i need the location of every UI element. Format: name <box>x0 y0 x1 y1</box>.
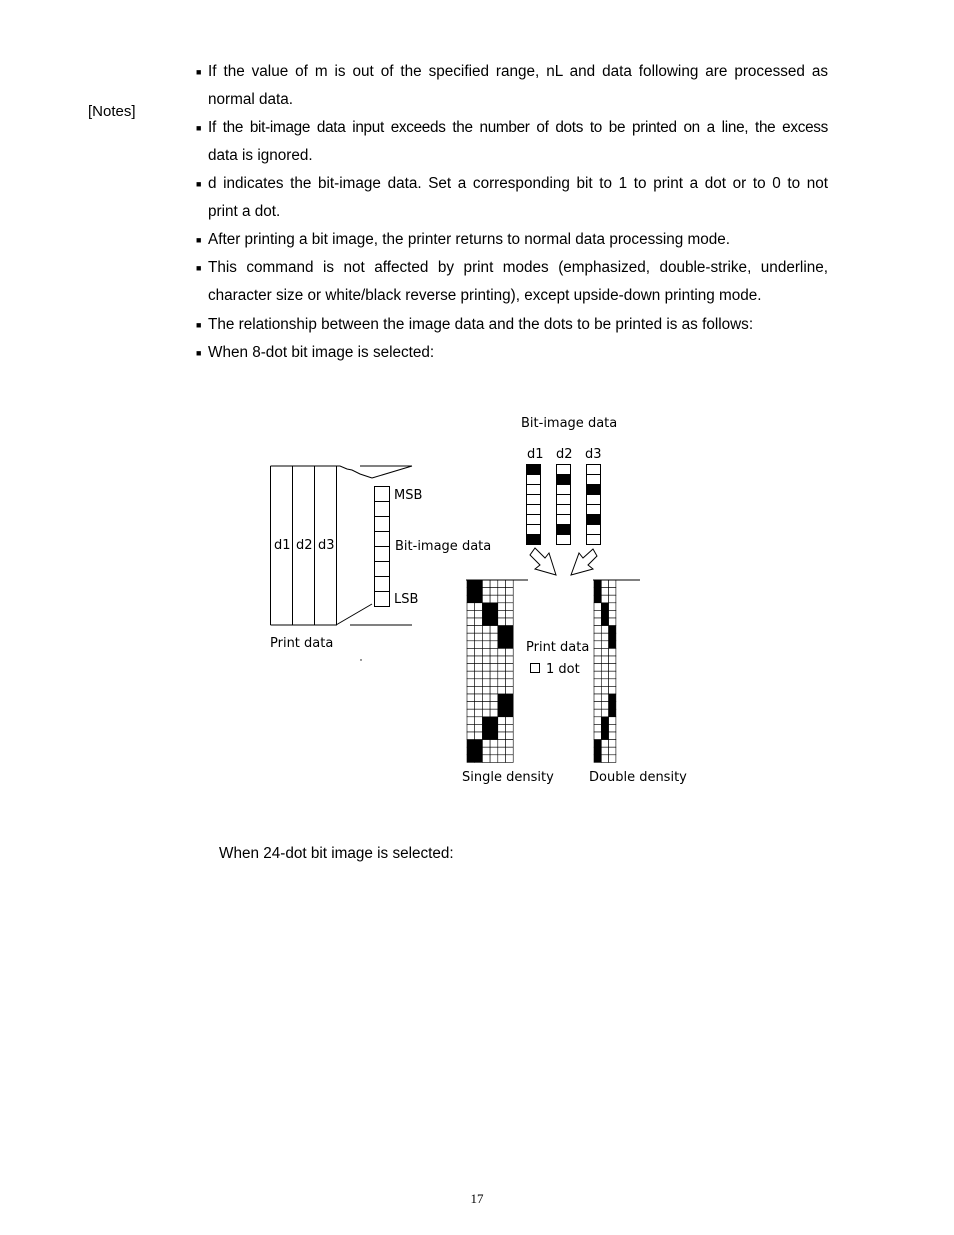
grid-cell <box>475 603 483 611</box>
print-data-legend-label: Print data <box>526 640 590 655</box>
grid-cell <box>498 740 506 748</box>
grid-cell <box>609 679 616 687</box>
grid-cell <box>490 648 498 656</box>
grid-cell <box>594 686 601 694</box>
grid-cell <box>490 694 498 702</box>
bit-data-cell <box>527 495 541 505</box>
grid-cell <box>609 610 616 618</box>
grid-cell <box>594 702 601 710</box>
grid-cell <box>475 648 483 656</box>
bit-cell <box>375 547 390 562</box>
bit-image-data-title: Bit-image data <box>521 416 618 431</box>
grid-cell <box>498 679 506 687</box>
grid-cell <box>498 595 506 603</box>
bit-data-cell <box>587 485 601 495</box>
note-line: d indicates the bit-image data. Set a corresponding bit to 1 to print a dot or to 0 to not <box>208 175 828 192</box>
bit-data-cell <box>557 475 571 485</box>
bit-data-cell <box>587 475 601 485</box>
grid-cell <box>482 679 490 687</box>
grid-cell <box>490 664 498 672</box>
grid-cell <box>498 648 506 656</box>
bit-image-data-label: Bit-image data <box>395 539 492 554</box>
grid-cell <box>482 694 490 702</box>
note-line: If the value of m is out of the specified range, nL and data following are processed as <box>208 63 828 80</box>
grid-cell <box>467 694 475 702</box>
grid-cell <box>506 717 514 725</box>
grid-cell <box>498 618 506 626</box>
note-line: print a dot. <box>208 203 281 220</box>
grid-cell <box>594 679 601 687</box>
grid-cell <box>482 702 490 710</box>
bit-data-cell <box>557 485 571 495</box>
grid-cell <box>506 648 514 656</box>
bit-data-cell <box>557 525 571 535</box>
grid-cell <box>609 671 616 679</box>
grid-cell <box>498 747 506 755</box>
grid-cell <box>482 664 490 672</box>
grid-cell <box>601 747 608 755</box>
grid-cell <box>490 656 498 664</box>
grid-cell <box>601 648 608 656</box>
grid-cell <box>490 755 498 763</box>
grid-cell <box>609 732 616 740</box>
grid-cell <box>498 603 506 611</box>
grid-cell <box>506 603 514 611</box>
arrow-down-right-icon <box>530 548 556 575</box>
grid-cell <box>482 641 490 649</box>
bit-data-cell <box>557 495 571 505</box>
grid-cell <box>498 671 506 679</box>
grid-cell <box>609 648 616 656</box>
grid-cell <box>601 686 608 694</box>
filled-dot-block <box>467 580 482 603</box>
bullet-square-icon: ■ <box>196 348 202 358</box>
grid-cell <box>498 755 506 763</box>
filled-dot-block <box>609 626 616 649</box>
grid-cell <box>594 626 601 634</box>
grid-cell <box>594 603 601 611</box>
grid-cell <box>467 664 475 672</box>
bit-col-label-d3: d3 <box>585 447 602 462</box>
grid-cell <box>490 588 498 596</box>
grid-cell <box>601 588 608 596</box>
grid-cell <box>601 694 608 702</box>
grid-cell <box>482 588 490 596</box>
grid-cell <box>594 709 601 717</box>
grid-cell <box>475 671 483 679</box>
grid-cell <box>482 633 490 641</box>
filled-dot-block <box>498 626 513 649</box>
grid-cell <box>609 755 616 763</box>
grid-cell <box>609 595 616 603</box>
grid-cell <box>475 724 483 732</box>
grid-cell <box>467 603 475 611</box>
bit-data-cell <box>527 525 541 535</box>
bit-data-cell <box>557 465 571 475</box>
grid-cell <box>475 694 483 702</box>
grid-cell <box>594 618 601 626</box>
grid-cell <box>482 580 490 588</box>
grid-cell <box>467 618 475 626</box>
grid-cell <box>594 724 601 732</box>
filled-dot-block <box>498 694 513 717</box>
grid-cell <box>490 686 498 694</box>
bullet-square-icon: ■ <box>196 67 202 77</box>
lsb-label: LSB <box>394 592 419 607</box>
grid-cell <box>601 702 608 710</box>
note-line: This command is not affected by print modes (emphasized, double-strike, underline, <box>208 259 828 276</box>
print-data-col-d3: d3 <box>318 538 335 553</box>
grid-cell <box>490 626 498 634</box>
grid-cell <box>601 664 608 672</box>
grid-cell <box>506 580 514 588</box>
grid-cell <box>594 732 601 740</box>
grid-cell <box>467 633 475 641</box>
grid-cell <box>601 755 608 763</box>
grid-cell <box>601 679 608 687</box>
grid-cell <box>467 686 475 694</box>
bullet-square-icon: ■ <box>196 320 202 330</box>
grid-cell <box>490 595 498 603</box>
grid-cell <box>475 610 483 618</box>
grid-cell <box>482 656 490 664</box>
filled-dot-block <box>601 717 608 740</box>
grid-cell <box>506 664 514 672</box>
grid-cell <box>594 610 601 618</box>
grid-cell <box>506 747 514 755</box>
grid-cell <box>498 686 506 694</box>
bit-data-cell <box>527 485 541 495</box>
grid-cell <box>490 740 498 748</box>
grid-cell <box>475 626 483 634</box>
grid-cell <box>498 610 506 618</box>
grid-cell <box>506 656 514 664</box>
grid-cell <box>594 648 601 656</box>
grid-cell <box>601 595 608 603</box>
grid-cell <box>498 656 506 664</box>
grid-cell <box>601 641 608 649</box>
grid-cell <box>594 641 601 649</box>
grid-cell <box>609 580 616 588</box>
note-line: data is ignored. <box>208 147 313 164</box>
grid-cell <box>490 709 498 717</box>
filled-dot-block <box>482 603 497 626</box>
grid-cell <box>609 664 616 672</box>
bit-cell <box>375 502 390 517</box>
grid-cell <box>490 641 498 649</box>
grid-cell <box>594 671 601 679</box>
bullet-square-icon: ■ <box>196 235 202 245</box>
grid-cell <box>475 633 483 641</box>
grid-cell <box>475 656 483 664</box>
print-data-col-d1: d1 <box>274 538 291 553</box>
bit-cell <box>375 532 390 547</box>
grid-cell <box>609 740 616 748</box>
filled-dot-block <box>482 717 497 740</box>
grid-cell <box>609 603 616 611</box>
grid-cell <box>475 702 483 710</box>
single-density-grid <box>467 580 513 762</box>
bit-cell <box>375 487 390 502</box>
stray-dot <box>360 659 361 660</box>
bit-cell <box>375 592 390 607</box>
grid-cell <box>482 648 490 656</box>
grid-cell <box>506 732 514 740</box>
grid-cell <box>482 671 490 679</box>
print-data-col-d2: d2 <box>296 538 313 553</box>
bit-col-label-d2: d2 <box>556 447 573 462</box>
grid-cell <box>482 595 490 603</box>
grid-cell <box>467 648 475 656</box>
grid-cell <box>482 686 490 694</box>
bit-data-cell <box>587 515 601 525</box>
grid-cell <box>467 679 475 687</box>
bit-data-cell <box>527 465 541 475</box>
grid-cell <box>482 740 490 748</box>
bit-data-cell <box>527 515 541 525</box>
grid-cell <box>506 724 514 732</box>
filled-dot-block <box>594 740 601 763</box>
grid-cell <box>506 618 514 626</box>
grid-cell <box>506 671 514 679</box>
grid-cell <box>609 724 616 732</box>
grid-cell <box>467 641 475 649</box>
grid-cell <box>498 732 506 740</box>
grid-cell <box>594 664 601 672</box>
one-dot-label: 1 dot <box>546 662 580 677</box>
grid-cell <box>609 588 616 596</box>
print-data-block <box>271 466 413 625</box>
note-line: normal data. <box>208 91 294 108</box>
bit-data-cell <box>587 525 601 535</box>
grid-cell <box>467 732 475 740</box>
grid-cell <box>490 679 498 687</box>
arrow-down-left-icon <box>571 549 597 575</box>
bullet-square-icon: ■ <box>196 263 202 273</box>
double-density-label: Double density <box>589 770 687 785</box>
grid-cell <box>609 656 616 664</box>
grid-cell <box>482 755 490 763</box>
bit-data-cell <box>587 505 601 515</box>
notes-label: [Notes] <box>88 103 136 120</box>
bit-cell <box>375 517 390 532</box>
grid-cell <box>475 641 483 649</box>
note-line: character size or white/black reverse printing), except upside-down printing mode. <box>208 287 762 304</box>
bit-data-cell <box>587 535 601 545</box>
dot-square-icon <box>531 664 540 673</box>
grid-cell <box>506 595 514 603</box>
msb-label: MSB <box>394 488 423 503</box>
filled-dot-block <box>467 740 482 763</box>
bit-data-cell <box>527 505 541 515</box>
grid-cell <box>490 671 498 679</box>
grid-cell <box>609 747 616 755</box>
grid-cell <box>506 686 514 694</box>
grid-cell <box>475 664 483 672</box>
grid-cell <box>467 709 475 717</box>
grid-cell <box>498 717 506 725</box>
grid-cell <box>601 656 608 664</box>
grid-cell <box>498 724 506 732</box>
grid-cell <box>475 679 483 687</box>
bit-data-cell <box>527 475 541 485</box>
grid-cell <box>506 610 514 618</box>
grid-cell <box>475 709 483 717</box>
print-data-label: Print data <box>270 636 334 651</box>
grid-cell <box>506 588 514 596</box>
grid-cell <box>475 717 483 725</box>
grid-cell <box>490 702 498 710</box>
bit-data-cell <box>587 465 601 475</box>
bit-data-cell <box>527 535 541 545</box>
grid-cell <box>498 588 506 596</box>
bit-data-cell <box>557 515 571 525</box>
grid-cell <box>506 740 514 748</box>
grid-cell <box>609 618 616 626</box>
grid-cell <box>594 717 601 725</box>
grid-cell <box>506 679 514 687</box>
grid-cell <box>490 747 498 755</box>
filled-dot-block <box>609 694 616 717</box>
note-line: When 8-dot bit image is selected: <box>208 344 435 361</box>
grid-cell <box>594 633 601 641</box>
bullet-square-icon: ■ <box>196 179 202 189</box>
note-line: After printing a bit image, the printer returns to normal data processing mode. <box>208 231 731 248</box>
grid-cell <box>467 717 475 725</box>
grid-cell <box>498 580 506 588</box>
single-density-label: Single density <box>462 770 554 785</box>
bit-data-cell <box>587 495 601 505</box>
grid-cell <box>601 709 608 717</box>
grid-cell <box>594 656 601 664</box>
grid-cell <box>475 732 483 740</box>
grid-cell <box>467 724 475 732</box>
grid-cell <box>601 671 608 679</box>
bit-data-cell <box>557 535 571 545</box>
grid-cell <box>594 694 601 702</box>
grid-cell <box>467 656 475 664</box>
bit-data-cell <box>557 505 571 515</box>
bit-col-label-d1: d1 <box>527 447 544 462</box>
bit-column <box>375 487 390 607</box>
grid-cell <box>475 686 483 694</box>
note-line: The relationship between the image data and the dots to be printed is as follows: <box>208 316 754 333</box>
bit-cell <box>375 562 390 577</box>
grid-cell <box>609 717 616 725</box>
note-line: If the bit-image data input exceeds the number of dots to be printed on a line, the excess <box>208 119 828 136</box>
grid-cell <box>609 686 616 694</box>
bullet-square-icon: ■ <box>196 123 202 133</box>
bit-data-columns <box>527 465 601 545</box>
grid-cell <box>601 740 608 748</box>
grid-cell <box>467 610 475 618</box>
bit-cell <box>375 577 390 592</box>
grid-cell <box>467 702 475 710</box>
grid-cell <box>475 618 483 626</box>
grid-cell <box>467 671 475 679</box>
grid-cell <box>482 747 490 755</box>
grid-cell <box>467 626 475 634</box>
sub-heading: When 24-dot bit image is selected: <box>219 845 454 862</box>
filled-dot-block <box>594 580 601 603</box>
double-density-grid <box>594 580 616 762</box>
grid-cell <box>490 633 498 641</box>
filled-dot-block <box>601 603 608 626</box>
grid-cell <box>482 709 490 717</box>
grid-cell <box>601 633 608 641</box>
grid-cell <box>506 755 514 763</box>
grid-cell <box>482 626 490 634</box>
grid-cell <box>601 626 608 634</box>
page-number: 17 <box>470 1191 484 1206</box>
grid-cell <box>490 580 498 588</box>
grid-cell <box>498 664 506 672</box>
grid-cell <box>601 580 608 588</box>
